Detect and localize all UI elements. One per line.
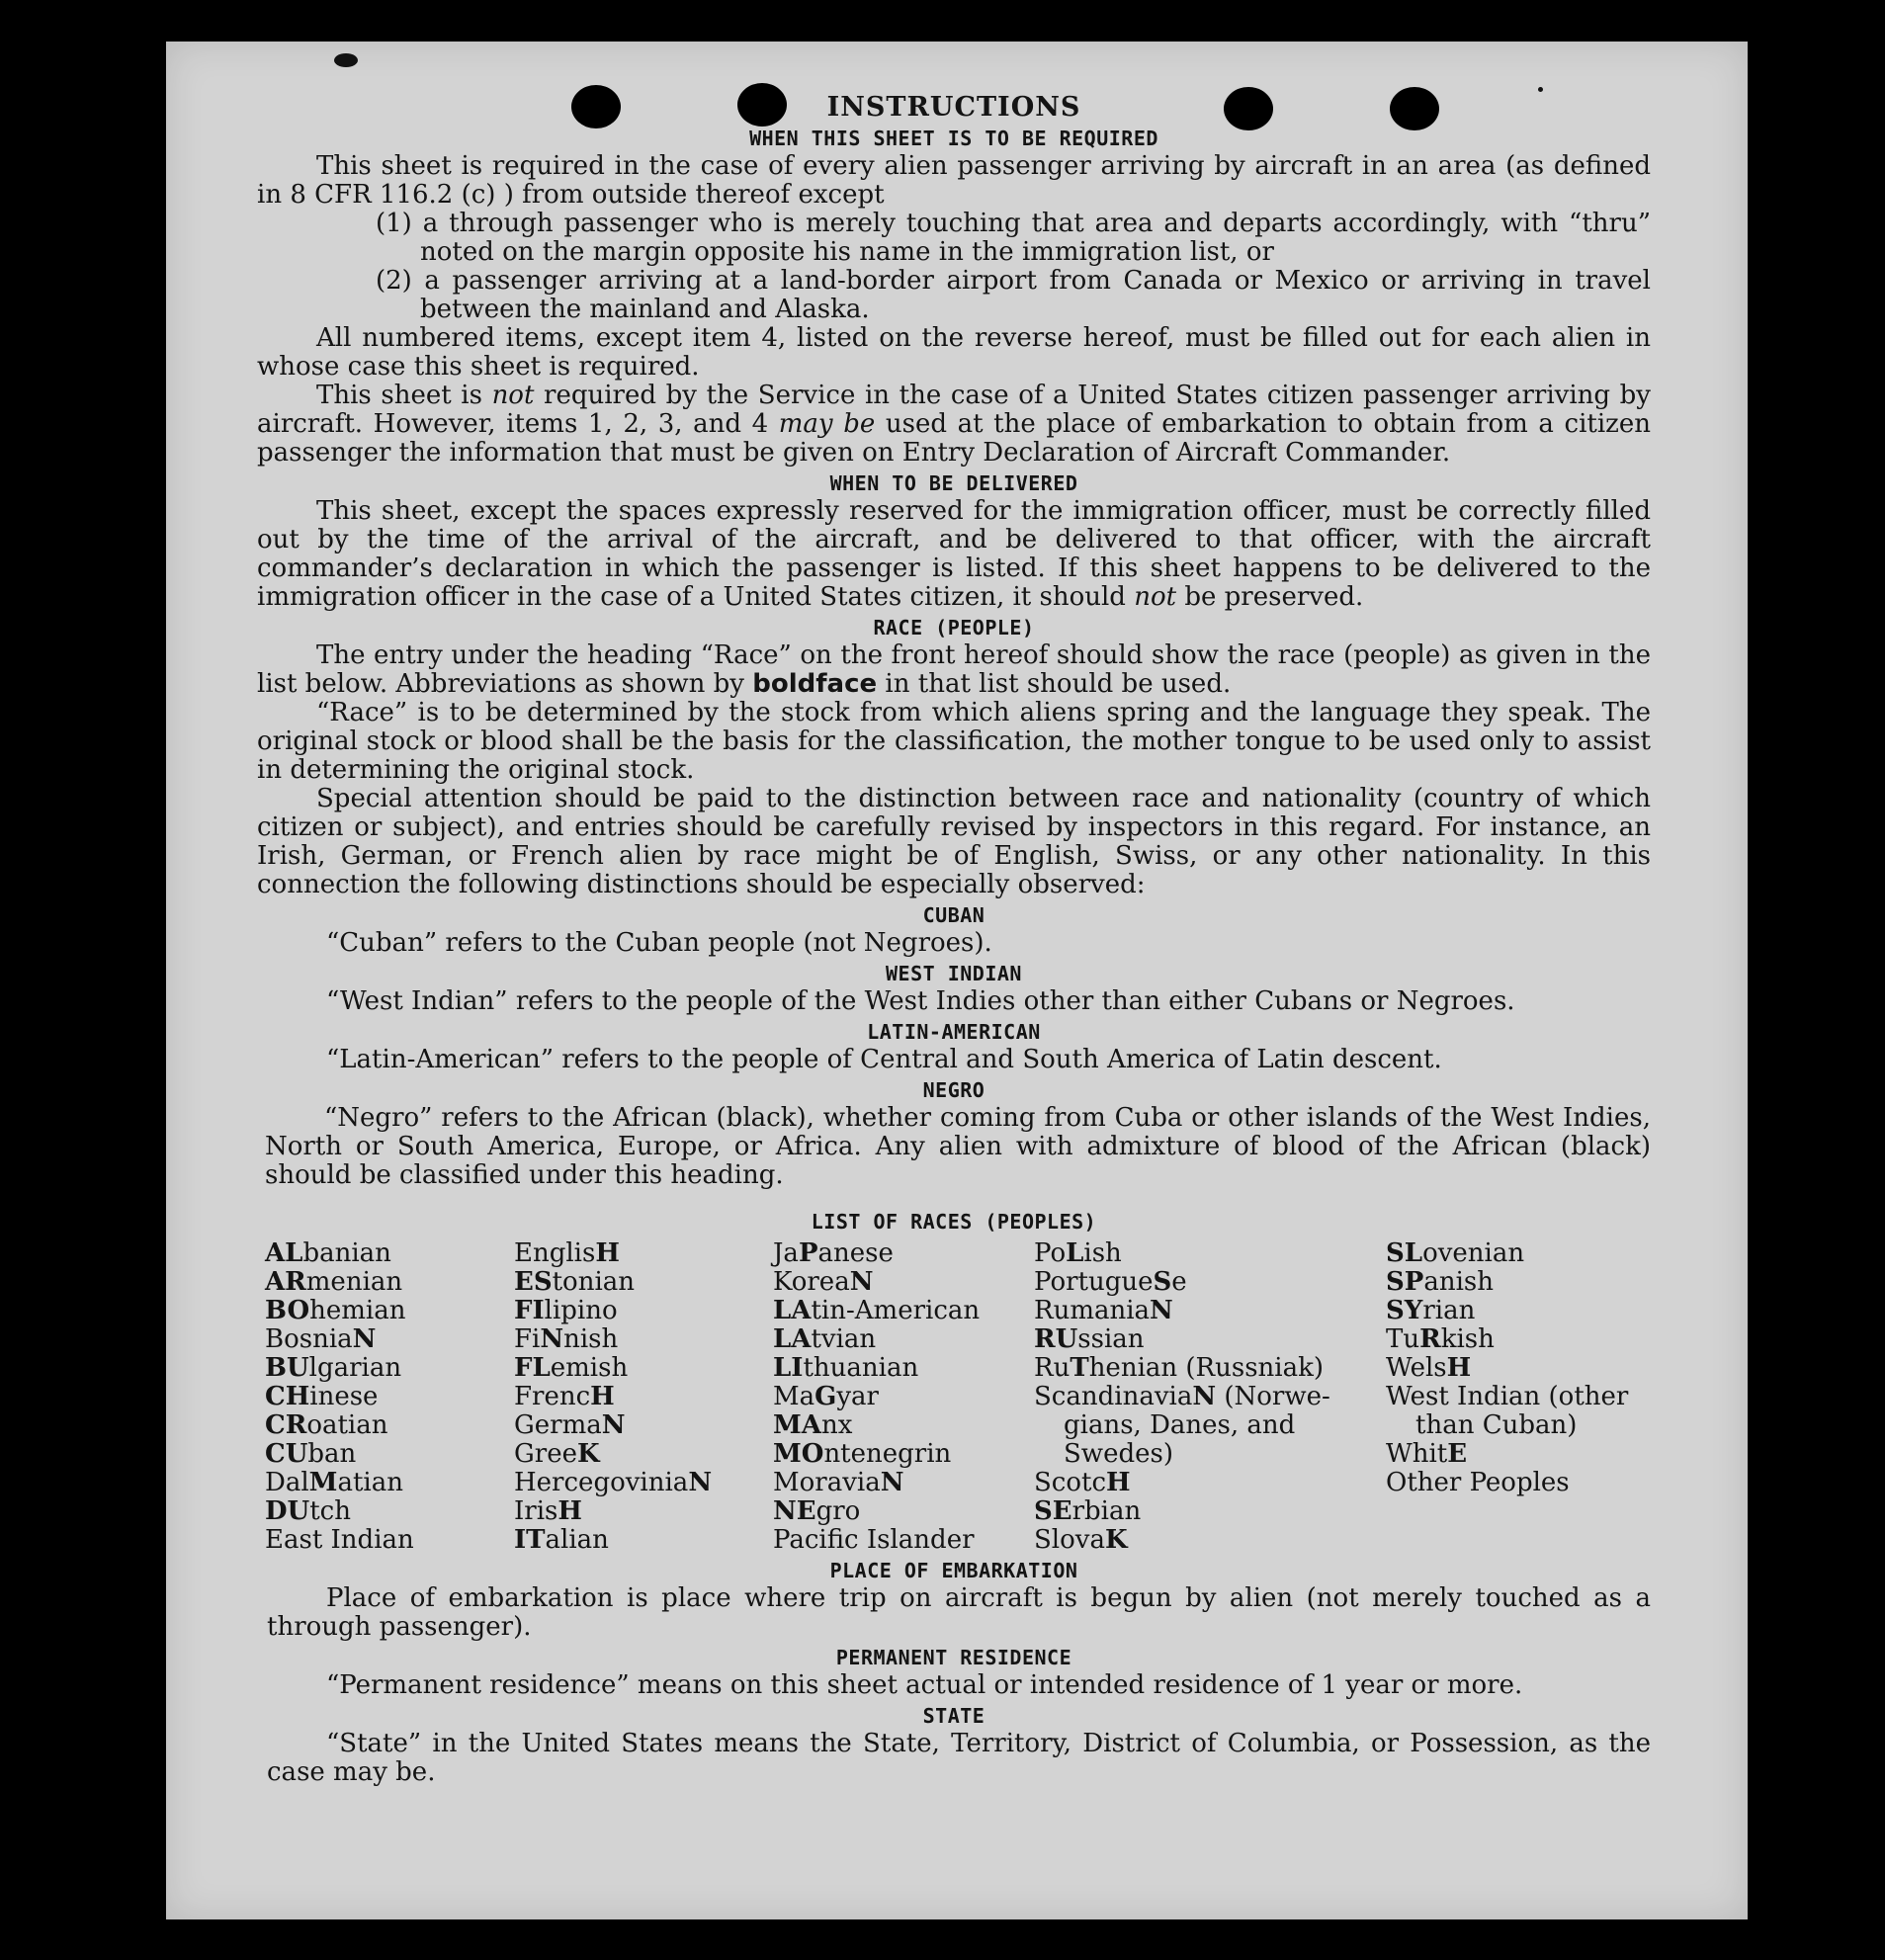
paragraph: All numbered items, except item 4, listed on the reverse hereof, must be filled out for each alien in whose case this sheet is required. [257, 323, 1651, 382]
race-entry: MaGyar [773, 1382, 879, 1411]
races-column [265, 1239, 514, 1555]
paragraph: Place of embarkation is place where trip on aircraft is begun by alien (not merely touched as a through passenger). [267, 1583, 1651, 1642]
heading-list-of-races: LIST OF RACES (PEOPLES) [811, 1210, 1097, 1234]
race-entry: LIthuanian [773, 1353, 919, 1383]
race-entry: ALbanian [265, 1238, 391, 1268]
heading-when-required: WHEN THIS SHEET IS TO BE REQUIRED [749, 127, 1158, 150]
race-entry: PoLish [1034, 1238, 1122, 1268]
races-column [773, 1239, 1034, 1555]
race-entry: Pacific Islander [773, 1525, 975, 1555]
race-entry: NEgro [773, 1496, 861, 1526]
speck [334, 53, 358, 67]
heading-latin-american: LATIN-AMERICAN [867, 1020, 1041, 1044]
race-entry: FrencH [514, 1382, 615, 1411]
heading-negro: NEGRO [922, 1078, 985, 1102]
heading-race: RACE (PEOPLE) [873, 616, 1035, 639]
race-entry: FiNnish [514, 1324, 619, 1354]
instructions-content [257, 93, 1651, 1787]
race-entry: SLovenian [1386, 1238, 1525, 1268]
races-list [257, 1239, 1651, 1555]
race-entry: CRoatian [265, 1410, 388, 1440]
heading-state: STATE [922, 1704, 985, 1728]
race-entry: EStonian [514, 1267, 636, 1297]
race-entry: PortugueSe [1034, 1267, 1187, 1297]
race-entry: TuRkish [1386, 1324, 1495, 1354]
race-entry: GreeK [514, 1439, 600, 1469]
race-entry: FLemish [514, 1353, 629, 1383]
races-column [1386, 1239, 1659, 1555]
race-entry: than Cuban) [1415, 1410, 1578, 1440]
race-entry: JaPanese [773, 1238, 894, 1268]
race-entry: DalMatian [265, 1468, 403, 1497]
race-entry: RUssian [1034, 1324, 1145, 1354]
definition: “Negro” refers to the African (black), whether coming from Cuba or other islands of the West Indies, North or South America, Europe, or Africa. Any alien with admixture of blood of the African (black) should be classified under this heading. [265, 1103, 1651, 1190]
race-entry: LAtvian [773, 1324, 877, 1354]
race-entry: Swedes) [1064, 1439, 1173, 1469]
race-entry: CHinese [265, 1382, 379, 1411]
race-entry: WelsH [1386, 1353, 1472, 1383]
race-entry: MoraviaN [773, 1468, 904, 1497]
race-entry: WhitE [1386, 1439, 1468, 1469]
race-entry: MOntenegrin [773, 1439, 952, 1469]
race-entry: BOhemian [265, 1296, 406, 1325]
page-title: INSTRUCTIONS [826, 92, 1081, 123]
definition: “Latin-American” refers to the people of Central and South America of Latin descent. [326, 1045, 1442, 1074]
race-entry: SErbian [1034, 1496, 1142, 1526]
race-entry: ScandinaviaN (Norwe- [1034, 1382, 1330, 1411]
races-column [1034, 1239, 1386, 1555]
exceptions-list [376, 210, 1651, 324]
race-entry: RumaniaN [1034, 1296, 1173, 1325]
race-entry: CUban [265, 1439, 357, 1469]
race-entry: IrisH [514, 1496, 582, 1526]
paragraph: Special attention should be paid to the distinction between race and nationality (country of which citizen or subject), and entries should be carefully revised by inspectors in this regard. For instance, an Irish, German, or French alien by race might be of English, Swiss, or any other nationality. In this connection the following distinctions should be especially observed: [257, 784, 1651, 899]
race-entry: ITalian [514, 1525, 609, 1555]
race-entry: DUtch [265, 1496, 351, 1526]
race-entry: SlovaK [1034, 1525, 1128, 1555]
heading-when-delivered: WHEN TO BE DELIVERED [829, 471, 1078, 495]
race-entry: FIlipino [514, 1296, 618, 1325]
race-entry: SYrian [1386, 1296, 1476, 1325]
race-entry: BosniaN [265, 1324, 377, 1354]
races-column [514, 1239, 773, 1555]
definition: “West Indian” refers to the people of the West Indies other than either Cubans or Negroes. [326, 986, 1515, 1016]
heading-west-indian: WEST INDIAN [886, 962, 1022, 985]
race-entry: RuThenian (Russniak) [1034, 1353, 1325, 1383]
heading-permanent-residence: PERMANENT RESIDENCE [835, 1646, 1072, 1669]
paragraph: The entry under the heading “Race” on the front hereof should show the race (people) as given in the list below. Abbreviations as shown by boldface in that list should be used. [257, 640, 1651, 699]
race-entry: LAtin-American [773, 1296, 981, 1325]
definition: “Cuban” refers to the Cuban people (not Negroes). [326, 928, 992, 958]
document-sheet [166, 42, 1748, 1919]
paragraph: “Race” is to be determined by the stock from which aliens spring and the language they speak. The original stock or blood shall be the basis for the classification, the mother tongue to be used only to assist in determining the original stock. [257, 698, 1651, 785]
race-entry: ARmenian [265, 1267, 403, 1297]
race-entry: gians, Danes, and [1064, 1410, 1296, 1440]
paragraph: This sheet is not required by the Service in the case of a United States citizen passenger arriving by aircraft. However, items 1, 2, 3, and 4 may be used at the place of embarkation to obtain from a citizen passenger the information that must be given on Entry Declaration of Aircraft Commander. [257, 381, 1652, 468]
race-entry: ScotcH [1034, 1468, 1131, 1497]
race-entry: EnglisH [514, 1238, 620, 1268]
race-entry: HercegoviniaN [514, 1468, 713, 1497]
paragraph: This sheet, except the spaces expressly reserved for the immigration officer, must be correctly filled out by the time of the arrival of the aircraft, and be delivered to that officer, with the aircraft commander’s declaration in which the passenger is listed. If this sheet happens to be delivered to the immigration officer in the case of a United States citizen, it should not be preserved. [257, 496, 1651, 612]
race-entry: East Indian [265, 1525, 414, 1555]
heading-embarkation: PLACE OF EMBARKATION [829, 1559, 1078, 1582]
race-entry: KoreaN [773, 1267, 874, 1297]
paragraph: “State” in the United States means the State, Territory, District of Columbia, or Possession, as the case may be. [267, 1729, 1651, 1787]
exception-item-2: (2) a passenger arriving at a land-border airport from Canada or Mexico or arriving in travel between the mainland and Alaska. [376, 266, 1651, 324]
race-entry: West Indian (other [1386, 1382, 1629, 1411]
heading-cuban: CUBAN [922, 903, 985, 927]
race-entry: GermaN [514, 1410, 626, 1440]
race-entry: MAnx [773, 1410, 853, 1440]
exception-item-1: (1) a through passenger who is merely touching that area and departs accordingly, with “thru” noted on the margin opposite his name in the immigration list, or [376, 209, 1651, 267]
paragraph: “Permanent residence” means on this sheet actual or intended residence of 1 year or more. [326, 1670, 1523, 1700]
race-entry: BUlgarian [265, 1353, 402, 1383]
race-entry: Other Peoples [1386, 1468, 1570, 1497]
race-entry: SPanish [1386, 1267, 1494, 1297]
speck [1538, 87, 1543, 92]
paragraph: This sheet is required in the case of every alien passenger arriving by aircraft in an area (as defined in 8 CFR 116.2 (c) ) from outside thereof except [257, 151, 1651, 210]
